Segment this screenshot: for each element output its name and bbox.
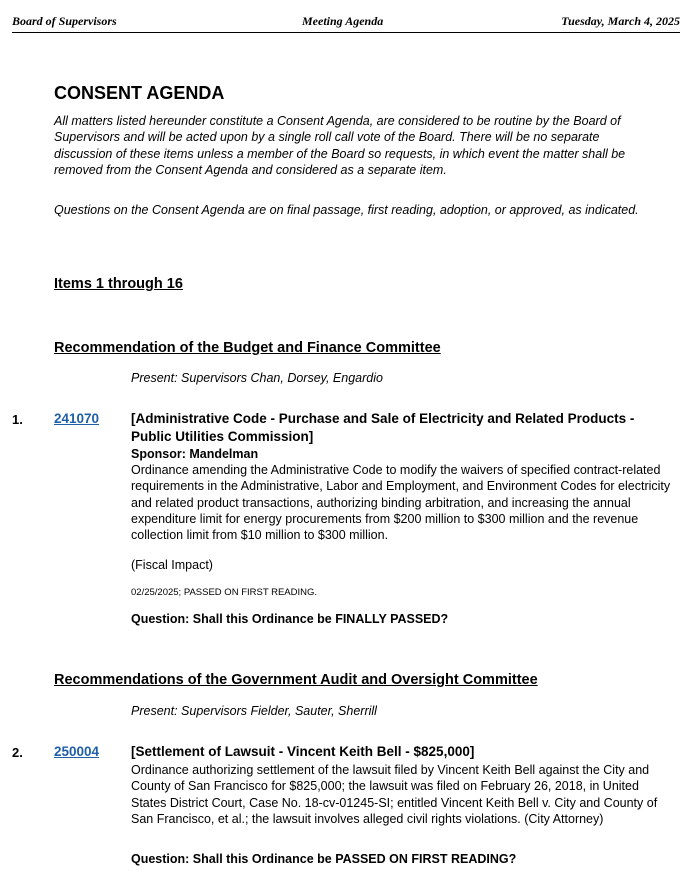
item-title: [Settlement of Lawsuit - Vincent Keith Bell - $825,000] [131, 744, 475, 759]
section-heading-government-audit: Recommendations of the Government Audit and Oversight Committee [54, 672, 538, 688]
item-description: Ordinance authorizing settlement of the lawsuit filed by Vincent Keith Bell against the City and County of San Francisco for $825,000; the lawsuit was filed on February 26, 2018, in United States District Court, Case No. 18-cv-01245-SI; entitled Vincent Keith Bell v. City and County of San Francisco, et al.; the lawsuit involves alleged civil rights violations. (City Attorney) [131, 763, 658, 826]
item-description: Ordinance amending the Administrative Code to modify the waivers of specified contract-related requirements in the Administrative, Labor and Employment, and Environment Codes for electricity and related product transactions, authorizing binding arbitration, and increasing the annual expenditure limit for energy procurements from $200 million to $300 million and the revenue collection limit from $10 million to $300 million. [131, 463, 671, 543]
section-present-budget-finance: Present: Supervisors Chan, Dorsey, Engardio [131, 371, 383, 385]
item-number: 1. [12, 412, 23, 427]
item-sponsor: Sponsor: Mandelman [131, 447, 259, 461]
item-title: [Administrative Code - Purchase and Sale of Electricity and Related Products - Public Utilities Commission] [131, 411, 635, 444]
items-range-heading: Items 1 through 16 [54, 276, 183, 292]
item-fiscal-impact: (Fiscal Impact) [131, 558, 213, 572]
item-number: 2. [12, 745, 23, 760]
file-number-link[interactable]: 241070 [54, 411, 100, 426]
header-document-type: Meeting Agenda [302, 14, 384, 28]
file-number-link[interactable]: 250004 [54, 744, 100, 759]
header-board-name: Board of Supervisors [12, 14, 117, 28]
item-question: Question: Shall this Ordinance be FINALLY PASSED? [131, 612, 449, 626]
section-present-government-audit: Present: Supervisors Fielder, Sauter, Sherrill [131, 704, 377, 718]
item-question: Question: Shall this Ordinance be PASSED ON FIRST READING? [131, 852, 517, 866]
item-history: 02/25/2025; PASSED ON FIRST READING. [131, 587, 318, 598]
intro-note: Questions on the Consent Agenda are on final passage, first reading, adoption, or approved, as indicated. [54, 203, 639, 217]
header-meeting-date: Tuesday, March 4, 2025 [561, 14, 680, 28]
page-header [12, 14, 680, 33]
section-heading-budget-finance: Recommendation of the Budget and Finance Committee [54, 340, 441, 356]
page-title: CONSENT AGENDA [54, 83, 225, 103]
intro-paragraph: All matters listed hereunder constitute a Consent Agenda, are considered to be routine by the Board of Supervisors and will be acted upon by a single roll call vote of the Board. There will be no separate discussion of these items unless a member of the Board so requests, in which event the matter shall be removed from the Consent Agenda and considered as a separate item. [54, 114, 626, 177]
